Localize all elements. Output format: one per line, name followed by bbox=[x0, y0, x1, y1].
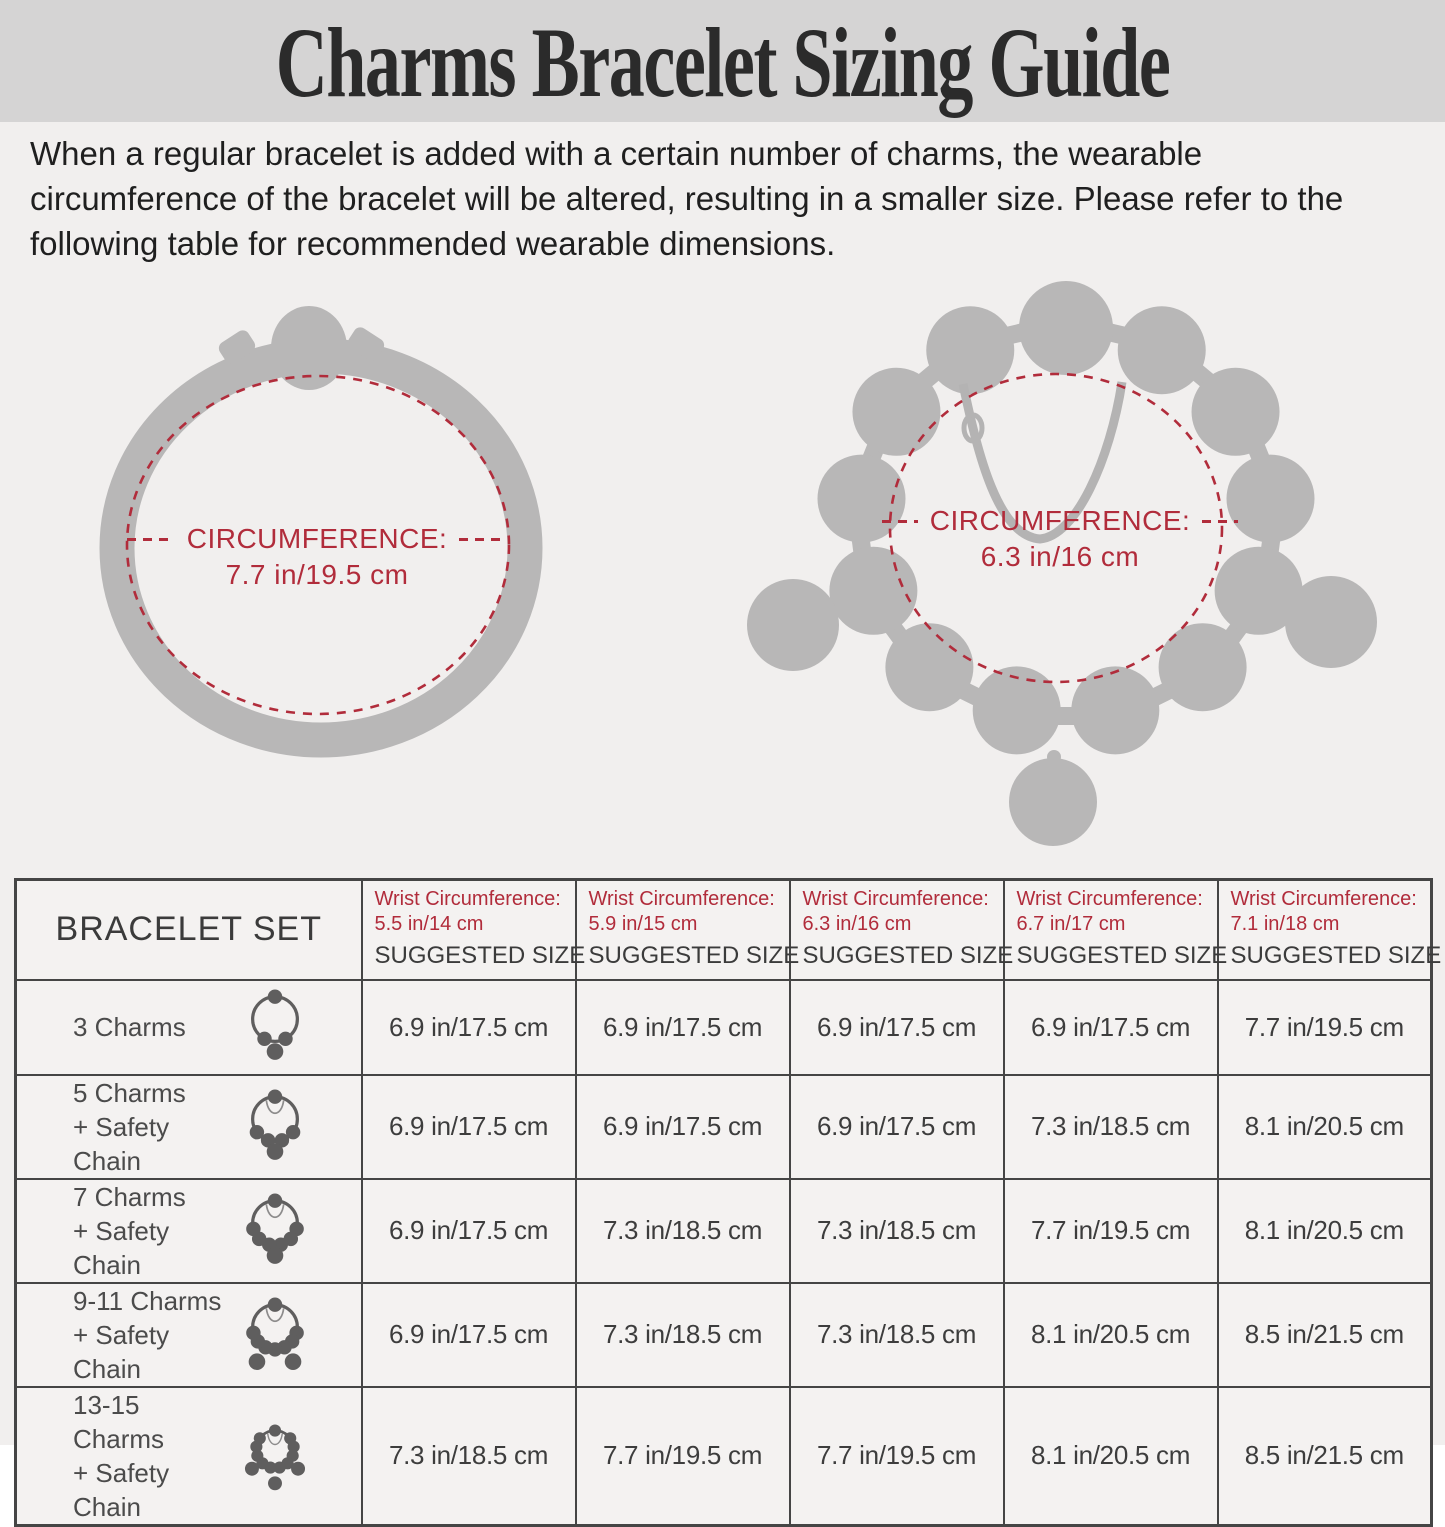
table-row bbox=[16, 1179, 1432, 1283]
measure-dash-left bbox=[882, 520, 918, 523]
bracelet-set-cell bbox=[16, 1075, 362, 1179]
bracelet-set-cell bbox=[16, 1179, 362, 1283]
suggested-size-cell: 6.9 in/17.5 cm bbox=[362, 980, 576, 1075]
suggested-size-cell: 7.3 in/18.5 cm bbox=[576, 1283, 790, 1387]
bracelet-set-icon bbox=[233, 1187, 317, 1275]
suggested-size-cell: 7.3 in/18.5 cm bbox=[790, 1283, 1004, 1387]
bracelet-set-icon bbox=[233, 1419, 317, 1493]
wrist-circumference-header: Wrist Circumference: 5.9 in/15 cm SUGGESTED SIZE bbox=[576, 880, 790, 980]
measure-dash-right bbox=[1202, 520, 1238, 523]
bracelet-set-label: 7 Charms + Safety Chain bbox=[73, 1181, 186, 1280]
suggested-size-cell: 6.9 in/17.5 cm bbox=[576, 980, 790, 1075]
circumference-value: 6.3 in/16 cm bbox=[980, 541, 1140, 572]
bracelet-set-icon bbox=[233, 983, 317, 1071]
suggested-size-cell: 8.1 in/20.5 cm bbox=[1004, 1387, 1218, 1526]
measure-dash-left bbox=[127, 538, 175, 541]
bracelet-set-cell bbox=[16, 1387, 362, 1526]
table-row bbox=[16, 1387, 1432, 1526]
bracelet-set-cell bbox=[16, 1283, 362, 1387]
page-title: Charms Bracelet Sizing Guide bbox=[275, 7, 1170, 118]
header-banner bbox=[0, 0, 1445, 122]
suggested-size-cell: 8.5 in/21.5 cm bbox=[1218, 1387, 1432, 1526]
wrist-circumference-header: Wrist Circumference: 7.1 in/18 cm SUGGESTED SIZE bbox=[1218, 880, 1432, 980]
circumference-callout-charm bbox=[870, 504, 1250, 573]
suggested-size-cell: 7.3 in/18.5 cm bbox=[362, 1387, 576, 1526]
suggested-size-cell: 7.7 in/19.5 cm bbox=[1218, 980, 1432, 1075]
charm-bracelet-diagram bbox=[740, 280, 1390, 860]
wrist-circumference-header: Wrist Circumference: 6.7 in/17 cm SUGGESTED SIZE bbox=[1004, 880, 1218, 980]
bracelet-set-header: BRACELET SET bbox=[16, 880, 362, 980]
suggested-size-cell: 8.1 in/20.5 cm bbox=[1218, 1179, 1432, 1283]
circumference-label: CIRCUMFERENCE: bbox=[186, 523, 448, 554]
intro-text bbox=[30, 131, 1343, 266]
circumference-label: CIRCUMFERENCE: bbox=[929, 505, 1191, 536]
suggested-size-cell: 8.1 in/20.5 cm bbox=[1004, 1283, 1218, 1387]
suggested-size-cell: 6.9 in/17.5 cm bbox=[362, 1179, 576, 1283]
bracelet-set-cell bbox=[16, 980, 362, 1075]
bracelet-set-label: 5 Charms + Safety Chain bbox=[73, 1077, 186, 1176]
suggested-size-cell: 7.7 in/19.5 cm bbox=[576, 1387, 790, 1526]
suggested-size-cell: 6.9 in/17.5 cm bbox=[362, 1075, 576, 1179]
suggested-size-cell: 8.1 in/20.5 cm bbox=[1218, 1075, 1432, 1179]
suggested-size-cell: 6.9 in/17.5 cm bbox=[1004, 980, 1218, 1075]
suggested-size-cell: 6.9 in/17.5 cm bbox=[790, 980, 1004, 1075]
suggested-size-cell: 6.9 in/17.5 cm bbox=[362, 1283, 576, 1387]
bracelet-set-label: 13-15 Charms + Safety Chain bbox=[73, 1389, 170, 1522]
wrist-circumference-header: Wrist Circumference: 5.5 in/14 cm SUGGESTED SIZE bbox=[362, 880, 576, 980]
table-header-row bbox=[16, 880, 1432, 980]
suggested-size-cell: 6.9 in/17.5 cm bbox=[790, 1075, 1004, 1179]
suggested-size-cell: 6.9 in/17.5 cm bbox=[576, 1075, 790, 1179]
suggested-size-cell: 7.3 in/18.5 cm bbox=[576, 1179, 790, 1283]
circumference-value: 7.7 in/19.5 cm bbox=[225, 559, 409, 590]
intro-line: When a regular bracelet is added with a certain number of charms, the wearable bbox=[30, 135, 1203, 172]
suggested-size-cell: 7.3 in/18.5 cm bbox=[790, 1179, 1004, 1283]
table-row bbox=[16, 980, 1432, 1075]
bracelet-set-label: 9-11 Charms + Safety Chain bbox=[73, 1285, 222, 1384]
bracelet-set-icon bbox=[233, 1291, 317, 1379]
wrist-circumference-header: Wrist Circumference: 6.3 in/16 cm SUGGESTED SIZE bbox=[790, 880, 1004, 980]
bracelet-set-label: 3 Charms bbox=[73, 1012, 186, 1042]
measure-dash-right bbox=[459, 538, 507, 541]
table-row bbox=[16, 1283, 1432, 1387]
circumference-callout-plain bbox=[127, 522, 507, 591]
table-row bbox=[16, 1075, 1432, 1179]
sizing-table bbox=[14, 878, 1442, 1527]
suggested-size-cell: 7.7 in/19.5 cm bbox=[1004, 1179, 1218, 1283]
suggested-size-cell: 8.5 in/21.5 cm bbox=[1218, 1283, 1432, 1387]
plain-bracelet-diagram bbox=[60, 290, 580, 780]
intro-line: following table for recommended wearable dimensions. bbox=[30, 225, 836, 262]
suggested-size-cell: 7.3 in/18.5 cm bbox=[1004, 1075, 1218, 1179]
intro-line: circumference of the bracelet will be altered, resulting in a smaller size. Please refer to the bbox=[30, 180, 1344, 217]
suggested-size-cell: 7.7 in/19.5 cm bbox=[790, 1387, 1004, 1526]
bracelet-set-icon bbox=[233, 1083, 317, 1171]
